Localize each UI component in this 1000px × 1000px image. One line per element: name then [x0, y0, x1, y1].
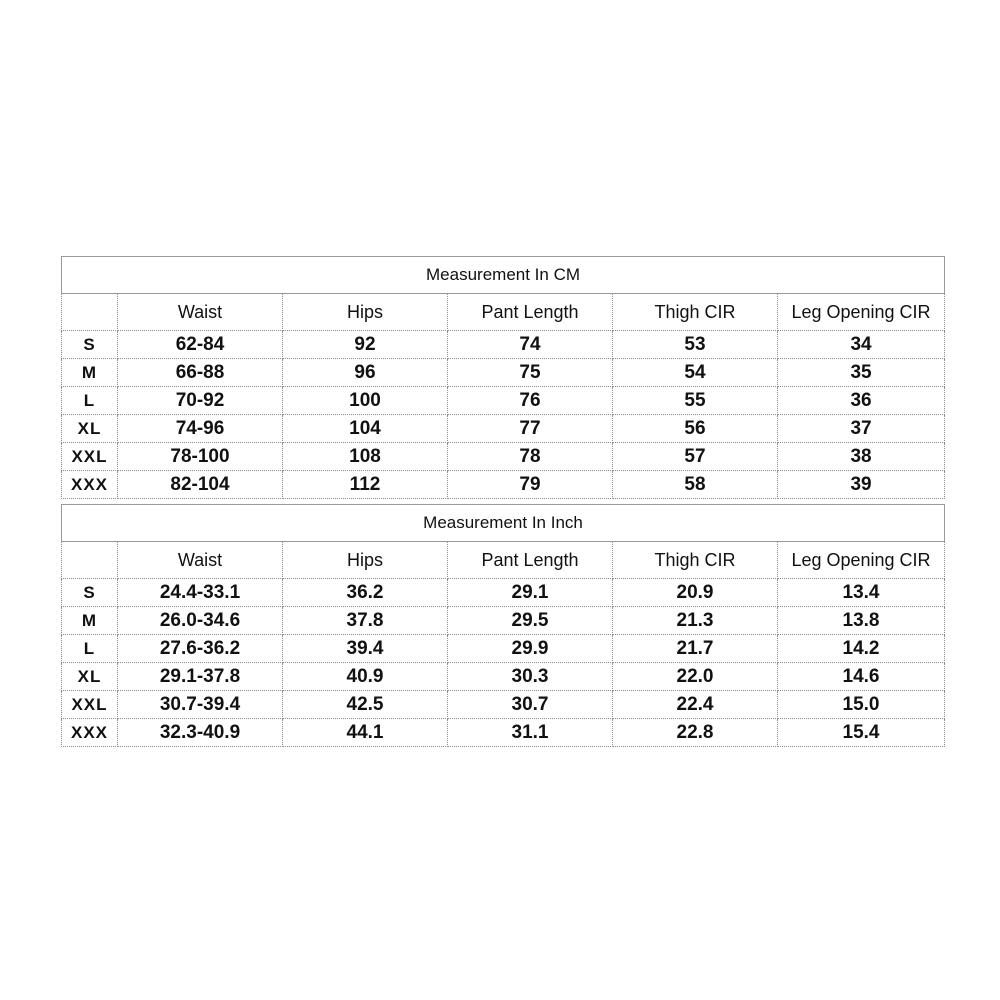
waist-value: 26.0-34.6 [118, 607, 283, 635]
leg-opening-cir-value: 15.4 [778, 719, 945, 747]
leg-opening-cir-value: 35 [778, 359, 945, 387]
header-hips: Hips [283, 294, 448, 331]
hips-value: 92 [283, 331, 448, 359]
size-label: L [62, 635, 118, 663]
header-blank [62, 294, 118, 331]
thigh-cir-value: 55 [613, 387, 778, 415]
thigh-cir-value: 20.9 [613, 579, 778, 607]
cm-table-title: Measurement In CM [62, 257, 945, 294]
pant-length-value: 29.1 [448, 579, 613, 607]
pant-length-value: 30.3 [448, 663, 613, 691]
hips-value: 44.1 [283, 719, 448, 747]
size-label: M [62, 359, 118, 387]
size-label: XXL [62, 443, 118, 471]
hips-value: 104 [283, 415, 448, 443]
waist-value: 29.1-37.8 [118, 663, 283, 691]
waist-value: 66-88 [118, 359, 283, 387]
leg-opening-cir-value: 36 [778, 387, 945, 415]
header-blank [62, 542, 118, 579]
thigh-cir-value: 54 [613, 359, 778, 387]
header-leg-opening-cir: Leg Opening CIR [778, 294, 945, 331]
thigh-cir-value: 58 [613, 471, 778, 499]
size-label: L [62, 387, 118, 415]
size-label: M [62, 607, 118, 635]
waist-value: 30.7-39.4 [118, 691, 283, 719]
table-row [62, 663, 945, 691]
table-row [62, 471, 945, 499]
header-hips: Hips [283, 542, 448, 579]
leg-opening-cir-value: 13.4 [778, 579, 945, 607]
table-row [62, 635, 945, 663]
hips-value: 36.2 [283, 579, 448, 607]
inch-table-title: Measurement In Inch [62, 505, 945, 542]
header-pant-length: Pant Length [448, 542, 613, 579]
thigh-cir-value: 22.8 [613, 719, 778, 747]
table-row [62, 607, 945, 635]
size-label: S [62, 331, 118, 359]
thigh-cir-value: 21.3 [613, 607, 778, 635]
table-row [62, 579, 945, 607]
header-pant-length: Pant Length [448, 294, 613, 331]
table-row [62, 387, 945, 415]
table-row [62, 443, 945, 471]
header-waist: Waist [118, 542, 283, 579]
pant-length-value: 29.5 [448, 607, 613, 635]
pant-length-value: 77 [448, 415, 613, 443]
header-leg-opening-cir: Leg Opening CIR [778, 542, 945, 579]
waist-value: 32.3-40.9 [118, 719, 283, 747]
size-label: XL [62, 663, 118, 691]
pant-length-value: 31.1 [448, 719, 613, 747]
pant-length-value: 79 [448, 471, 613, 499]
thigh-cir-value: 21.7 [613, 635, 778, 663]
header-thigh-cir: Thigh CIR [613, 294, 778, 331]
table-row [62, 331, 945, 359]
hips-value: 112 [283, 471, 448, 499]
leg-opening-cir-value: 38 [778, 443, 945, 471]
size-label: S [62, 579, 118, 607]
pant-length-value: 78 [448, 443, 613, 471]
leg-opening-cir-value: 15.0 [778, 691, 945, 719]
table-row [62, 691, 945, 719]
pant-length-value: 74 [448, 331, 613, 359]
waist-value: 74-96 [118, 415, 283, 443]
size-label: XL [62, 415, 118, 443]
pant-length-value: 30.7 [448, 691, 613, 719]
waist-value: 82-104 [118, 471, 283, 499]
leg-opening-cir-value: 39 [778, 471, 945, 499]
hips-value: 37.8 [283, 607, 448, 635]
table-row [62, 359, 945, 387]
thigh-cir-value: 22.0 [613, 663, 778, 691]
thigh-cir-value: 53 [613, 331, 778, 359]
thigh-cir-value: 57 [613, 443, 778, 471]
waist-value: 62-84 [118, 331, 283, 359]
size-label: XXX [62, 719, 118, 747]
hips-value: 100 [283, 387, 448, 415]
inch-measurement-table [61, 504, 945, 747]
leg-opening-cir-value: 34 [778, 331, 945, 359]
table-row [62, 719, 945, 747]
hips-value: 40.9 [283, 663, 448, 691]
hips-value: 108 [283, 443, 448, 471]
pant-length-value: 76 [448, 387, 613, 415]
header-waist: Waist [118, 294, 283, 331]
hips-value: 42.5 [283, 691, 448, 719]
cm-measurement-table [61, 256, 945, 499]
waist-value: 27.6-36.2 [118, 635, 283, 663]
header-thigh-cir: Thigh CIR [613, 542, 778, 579]
leg-opening-cir-value: 14.6 [778, 663, 945, 691]
waist-value: 24.4-33.1 [118, 579, 283, 607]
table-row [62, 415, 945, 443]
waist-value: 70-92 [118, 387, 283, 415]
waist-value: 78-100 [118, 443, 283, 471]
size-label: XXX [62, 471, 118, 499]
pant-length-value: 75 [448, 359, 613, 387]
leg-opening-cir-value: 37 [778, 415, 945, 443]
hips-value: 39.4 [283, 635, 448, 663]
thigh-cir-value: 56 [613, 415, 778, 443]
thigh-cir-value: 22.4 [613, 691, 778, 719]
leg-opening-cir-value: 13.8 [778, 607, 945, 635]
size-label: XXL [62, 691, 118, 719]
hips-value: 96 [283, 359, 448, 387]
leg-opening-cir-value: 14.2 [778, 635, 945, 663]
pant-length-value: 29.9 [448, 635, 613, 663]
